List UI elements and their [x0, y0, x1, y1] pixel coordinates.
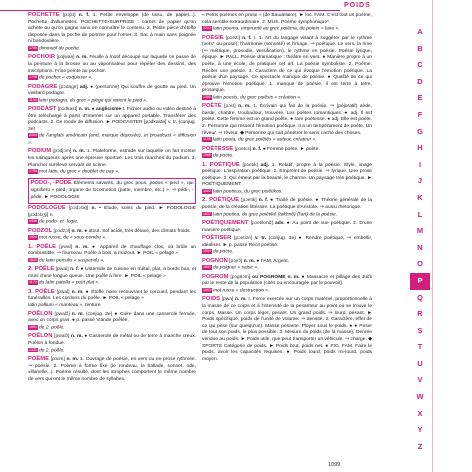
index-letter-j[interactable]: J — [417, 176, 423, 186]
etymology-text: mot russe « destruction ». — [213, 288, 270, 294]
etymology-text: latin podagra, du grec « piège qui retient le pied ». — [38, 98, 148, 104]
index-letter-h[interactable]: H — [417, 143, 423, 153]
dictionary-entry — [28, 84, 196, 105]
headword: POÉSIE — [202, 34, 224, 41]
pronunciation: [pwalɔ̃] — [54, 311, 70, 317]
grammar-label: n. m. ● — [71, 228, 88, 234]
index-letter-d[interactable]: D — [417, 76, 423, 86]
grammar-label: adj. — [260, 162, 270, 168]
index-letter-u[interactable]: U — [417, 358, 423, 368]
definition-text: ● Massacre et pillage des Juifs par le reste de la population (cités ou encouragée par le pouvoir). — [202, 274, 373, 287]
dictionary-entry — [28, 178, 196, 204]
grammar-label: adv. — [275, 220, 285, 226]
pronunciation: [pɔɛm] — [50, 356, 65, 362]
pronunciation: [pɔetɛs] — [234, 146, 252, 152]
headword: 1. POÉTIQUE — [202, 161, 240, 168]
headword: POCHETTE — [28, 12, 60, 18]
grammar-label: adj. ● — [79, 84, 94, 90]
grammar-label: n. m. — [73, 149, 86, 155]
etymology-text: de 2. poêle. — [39, 325, 65, 331]
index-letter-a[interactable]: A — [417, 27, 423, 36]
definition-text: 1. Petite enveloppe (de tissu, de papier...). Pochette d'allumettes. POCHETTE-SURPRISE : cornet de papier qu'on achète ou qu'on gagne sans en connaître le contenu. 2. Petite pièce d'étoffe disposée dans la poche de poitrine pour l'orner. 3. Sac à main sans poignée ni bandoulière. — [28, 13, 197, 45]
headword: PODO-, -PODE — [30, 180, 72, 187]
definition-text: ● FAM. Argent. — [256, 258, 289, 264]
etymology-date-badge: 1213 — [203, 26, 211, 31]
grammar-label: n. m. — [71, 334, 83, 340]
headword: PODOLOGUE — [28, 205, 66, 212]
dictionary-entry — [202, 220, 372, 234]
pronunciation: [pwal] — [59, 244, 73, 250]
definition-text: (personne) Qui souffre de goutte au pied. Un vieillard podagre. — [28, 84, 196, 97]
grammar-label: n. m. — [75, 244, 89, 250]
pronunciation: [pɔdkast] — [57, 107, 78, 113]
index-letter-x[interactable]: X — [417, 408, 423, 418]
etymology-text: mot russe, de « sous-cendre ». — [39, 235, 107, 241]
headword: POÈTE — [202, 103, 222, 110]
etymology-text: latin poesis, du grec poiêsis « création ». — [213, 95, 302, 101]
etymology-date-badge: 1903 — [203, 288, 211, 292]
pronunciation: [pɔetik] — [242, 162, 258, 168]
index-divider — [432, 0, 433, 472]
index-letter-s[interactable]: S — [417, 325, 423, 335]
definition-text: I. 1. Art du langage visant à suggérer par le rythme (vers* ou prose), l'harmonie (sonorité) et l'image. ⇒ poétique. Le vers, la rime (⇒ métrique, prosodie, versification), le rythme en poésie. Poésie lyrique, épique. ► PALL. Poésie dramatique : théâtre en vers. ● Manière propre à un poète, à une école, de pratiquer cet art. La poésie symboliste. 2. Poème. Réciter une poésie. 3. Caractère de ce qui évoque l'émotion poétique. La poésie d'un paysage. Ce spectacle manque de poésie. ● Qualité de ce qui éprouve l'émotion poétique. 1. manque de poésie, il est terre à terre, prosaïque. — [202, 35, 373, 94]
dictionary-entry — [28, 289, 196, 310]
index-letter-w[interactable]: W — [416, 392, 424, 402]
index-letter-p[interactable]: P — [410, 273, 430, 290]
etymology-date-badge: 1637 — [203, 211, 211, 216]
etymology-date-badge: 1566 — [203, 153, 211, 158]
pronunciation: [pɔetik] — [241, 198, 257, 204]
index-letter-o[interactable]: O — [417, 259, 423, 269]
grammar-label: n. m. — [76, 55, 88, 61]
pronunciation: [pɔdzɔl] — [53, 228, 71, 234]
etymology-date-badge: 1785 — [29, 45, 37, 50]
header-rule — [0, 10, 340, 11]
index-letter-c[interactable]: C — [417, 60, 423, 70]
pronunciation: [pwal] — [56, 289, 70, 295]
definition-text: 1. Relatif, propre à la poésie. Style, image poétique. L'inspiration poétique. 2. Empreint de poésie. ⇒ lyrique. Une prose poétique. 3. Qui émeut par la beauté, le charme. Un paysage très poétique. ► POÉTIQUEMENT — [202, 162, 372, 188]
dictionary-entry — [202, 103, 372, 144]
headword: PODCAST — [28, 106, 57, 113]
etymology-text: de pocher « esquisser ». — [39, 75, 93, 81]
grammar-label: n. f. — [258, 198, 269, 204]
etymology-date-badge: 1554 — [203, 249, 211, 254]
headword: 2. POÊLE — [28, 266, 55, 273]
definition-text: • Étude, soins du pied. ► PODOLOGIE [pɔdɔlɔʒi] n. — [28, 206, 197, 218]
dictionary-entry — [202, 35, 372, 103]
definition-text: « Petits poèmes en prose » (de Baudelaire). ► loc. FAM. C'est tout un poème, cela semble extraordinaire. 2. MUS. Poème symphonique*. — [202, 13, 372, 25]
index-letter-n[interactable]: N — [417, 242, 423, 252]
definition-text: ● Traité de poésie. ● Théorie générale de la poésie, de la création littéraire. La poétique d'Aristote. ⇒ aussi rhétorique. — [202, 198, 372, 210]
etymology-text: latin poetica, du grec poiêtikê (tekhnê) (l'art) de la poésie. — [213, 212, 338, 218]
dictionary-entry — [202, 197, 372, 218]
index-letter-k[interactable]: K — [417, 192, 423, 202]
grammar-label: n. m. — [238, 104, 251, 110]
dictionary-entry — [28, 54, 196, 82]
definition-text: ● Appareil de chauffage clos, où brûle un combustible. ⇒ fourneau. Poêle à bois, à mazout. ► POIL « pelage » — [28, 244, 197, 257]
headword: POÉTIQUEMENT — [202, 219, 249, 226]
definition-text: (conjug. 3e) ● Cuire dans une casserole fermée, avec un corps gras. ● p. passé Viande poêlée. — [28, 311, 196, 324]
dictionary-entry — [28, 205, 196, 226]
dictionary-entry — [28, 228, 196, 243]
etymology-date-badge: 1190 — [29, 97, 37, 102]
etymology-date-badge: 1691 — [29, 324, 37, 329]
headword: 1. POÊLE — [28, 243, 57, 250]
definition-text: ● Femme poète. ► poète. — [262, 146, 320, 152]
etymology-text: du latin patella « petit plat ». — [38, 281, 100, 287]
grammar-label: v. tr. — [254, 236, 266, 242]
definition-text: I. Force exercée sur un corps matériel, proportionnelle à la masse de ce corps et à l'intensité de la pesanteur au point où se trouve le corps. Masse. Un corps léger, pesant. Un grand poids. ⇒ lourd, pesant. ► Poids spécifique, poids de l'unité de volume. ⇒ densité. 2. Caractère, effet de ce qui pèse (sur quelqu'un). Masse pesante. Ployer sous le poids. ● ● Peser de tout son poids, le plus possible. 3. Mesure du poids (de la masse). Denrée vendue au poids. ► Poids utile, que peut transporter un véhicule. ⇒ charge. ◆ SPORTS Catégorie de poids. ► Poids brut, poids net. ● FIG. FAM. Faire le poids, avoir les capacités requises. ● Poids lourd, poids mi-lourd, poids moyen. — [202, 297, 373, 362]
headword: PODAGRE — [28, 83, 58, 90]
dictionary-entry — [28, 244, 196, 265]
index-letter-f[interactable]: F — [417, 109, 423, 119]
index-letter-q[interactable]: Q — [417, 292, 423, 302]
index-letter-y[interactable]: Y — [417, 425, 423, 435]
dictionary-entry — [28, 311, 196, 332]
index-letter-z[interactable]: Z — [417, 441, 423, 451]
etymology-date-badge: 1798 — [29, 75, 37, 80]
headword: POGROM — [202, 273, 229, 280]
etymology-text: latin poema, emprunté au grec poiêma, de poiein « faire ». — [213, 26, 340, 32]
running-head: POIDS — [344, 2, 371, 9]
etymology-date-badge: 1640 — [29, 257, 37, 262]
page-number: 1099 — [328, 462, 341, 468]
etymology-text: de podo- et -logie. — [39, 219, 79, 225]
etymology-text: de poigner « saisir ». — [213, 266, 259, 272]
grammar-label: n. — [91, 206, 96, 212]
index-letter-l[interactable]: L — [417, 209, 423, 219]
pronunciation: [pɔdagʀ] — [59, 84, 78, 90]
index-letter-m[interactable]: M — [416, 226, 424, 236]
etymology-text: de poète. — [213, 250, 234, 256]
definition-text: ● Étoffe noire recouvrant le cercueil, pendant les funérailles. Les cordons du poêle. ► POIL « pelage » — [28, 289, 196, 302]
pronunciation: [pwa] — [221, 297, 234, 303]
index-letter-t[interactable]: T — [417, 342, 423, 352]
definition-text: Feuille à motif découpé sur laquelle on passe de la peinture à la brosse ou au vaporisateur pour répéter des dessins, des inscriptions. Frise peinte au pochoir. — [28, 55, 196, 74]
headword: POÉTISER — [202, 235, 232, 242]
etymology-date-badge: 1350 — [203, 94, 211, 99]
grammar-label: n. m. — [66, 356, 79, 362]
index-letter-b[interactable]: B — [417, 43, 423, 53]
dictionary-entry — [28, 266, 196, 287]
definition-text: Éléments savants, du grec pous, podos « pied », qui signifient « pied, organe de locomotion (patte, membre, etc.) ». ⇒ pédi-, -pède. ► PODOLOGIE — [30, 181, 194, 200]
headword: POGNON — [202, 257, 228, 264]
index-letter-g[interactable]: G — [417, 126, 423, 136]
etymology-date-badge: 1881 — [203, 265, 211, 270]
definition-text: ● Ustensile de cuisine en métal, plat, à bords bas, et muni d'une longue queue. Une poêle à frire. ► POIL « pelage » — [28, 267, 196, 279]
pronunciation: [pwal] — [55, 267, 69, 273]
dictionary-entry — [28, 148, 196, 176]
headword: 3. POÊLE — [28, 288, 55, 295]
index-letter-v[interactable]: V — [417, 375, 423, 385]
definition-text: ● Casserole de métal ou de terre à manche creux. Poêlon à fondue. — [28, 334, 197, 346]
running-header — [0, 0, 472, 12]
pronunciation: [pɔʃɛt] — [62, 13, 76, 18]
headword: PODZOL — [28, 227, 53, 234]
grammar-label: n. m. ● anglicisme — [78, 107, 122, 113]
etymology-date-badge: 1756 — [29, 169, 37, 174]
etymology-text: de poète. — [213, 153, 234, 159]
definition-text: 1. Écrivain qui fait de la poésie. ⇒ (péjoratif) aède, barde, chantre, troubadour, trouvère. Les poètes romantiques. ● adj. Il est poète. Cette femme est un grand poète, ● rare poétesse. ● adj. Elle est poète. 2. Personne qui ressent l'émotion poétique. Il a un tempérament de poète. Un rêveur. ⇒ rêveur. ◆ Personne qui sait pénétrer le sens caché des choses. — [202, 104, 373, 136]
pronunciation: [pɔetize] — [234, 236, 253, 242]
dictionary-entry — [202, 235, 372, 256]
etymology-date-badge: 1924 — [29, 235, 37, 240]
etymology-date-badge: 1155 — [203, 137, 211, 142]
etymology-text: latin poeta, du grec poiêtês « auteur, créateur ». — [212, 137, 317, 143]
etymology-text: mot latin, du grec « doublet de pay ». — [39, 169, 120, 175]
dictionary-entry — [202, 274, 372, 295]
dictionary-entry — [202, 258, 372, 273]
right-column — [202, 12, 372, 365]
grammar-label: n. m. — [71, 311, 84, 317]
etymology-date-badge: 1936 — [29, 219, 37, 224]
grammar-label: ou POGROME n. m. — [252, 274, 300, 280]
grammar-label: n. f. — [78, 13, 90, 18]
dictionary-entry — [28, 356, 196, 383]
pronunciation: [pɔʃwaʀ] — [56, 55, 75, 61]
headword: POÉTESSE — [202, 145, 234, 152]
index-letter-e[interactable]: E — [417, 93, 423, 103]
pronunciation: [pɔɲɔ̃] — [229, 258, 243, 264]
left-column — [28, 12, 196, 384]
headword: POÈME — [28, 355, 49, 362]
definition-text: 1. Plateforme, estrade sur laquelle on fait monter les vainqueurs après une épreuve sportive. Les trois marches du podium. 2. Plancher surélevé servant de scène. — [28, 149, 196, 168]
pronunciation: [pɔetikmɑ̃] — [250, 220, 273, 226]
etymology-date-badge: 1332 — [29, 347, 37, 352]
etymology-text: latin pallium « manteau », tenture. — [28, 303, 102, 308]
pronunciation: [pɔgʀɔm] — [230, 274, 251, 280]
pronunciation: [pɔɛt] — [224, 104, 236, 110]
grammar-label: n. m. — [235, 297, 247, 303]
headword: POIDS — [202, 296, 221, 303]
etymology-text: diminutif de poche. — [39, 46, 81, 52]
definition-text: 1. Ouvrage de poésie, en vers ou en prose rythmée. ⇒ poésie. 2. Poème à forme fixe (le rondeau, la ballade, sonnet, ode, villanelle...). Poème résulté, dont les strophes comportent le même nombre de vers qui ont le même nombre de syllabes. — [28, 356, 196, 382]
definition-text: ● Au point de vue poétique. 2. D'une manière poétique. — [202, 220, 373, 233]
etymology-text: latin poeticus, du grec poiêtikos. — [213, 189, 283, 195]
etymology-date-badge: 2004 — [29, 133, 37, 138]
grammar-label: n. f. — [242, 35, 252, 41]
etymology-text: du latin pensilis « suspendu ». — [39, 258, 105, 264]
headword: POCHOIR — [28, 54, 56, 61]
dictionary-entry — [28, 12, 196, 53]
pronunciation: [pɔezi] — [225, 35, 240, 41]
dictionary-entry — [28, 106, 196, 147]
etymology-date-badge: 1170 — [29, 280, 37, 285]
headword: POÊLON — [28, 333, 53, 340]
etymology-text: de l'anglais américain (and, marque déposée), et broadcast « diffusion ». — [28, 134, 196, 146]
definition-text: t. Fichier audio ou vidéo destiné à être téléchargé à partir d'Internet sur un appareil portable. Transférer des podcasts. 2. Ce mode de diffusion. ► PODCASTER [pɔdkaste] v. tr. (conjug. 3e) — [28, 107, 197, 132]
definition-text: (conjug. 3e) ● Rendre poétique, ⇒ embellir, idéaliser. ► p. passé Récit poétisé. — [202, 236, 373, 248]
dictionary-entry — [28, 333, 196, 354]
dictionary-entry — [202, 146, 372, 161]
definition-text: atout. Sol acide, très délavé, des climats froids. — [88, 228, 191, 234]
pronunciation: [pɔdɔlɔg] — [68, 206, 89, 212]
headword: 2. POÉTIQUE — [202, 197, 240, 204]
dictionary-entry — [202, 12, 372, 33]
grammar-label: n. f. — [70, 267, 79, 273]
dictionary-entry — [202, 162, 372, 197]
dictionary-entry — [202, 296, 372, 363]
grammar-label: n. m. — [71, 289, 84, 295]
grammar-label: n. m. — [243, 258, 255, 264]
grammar-label: n. f. — [252, 146, 262, 152]
headword: POÊLON — [28, 310, 53, 317]
etymology-date-badge: 1402 — [203, 188, 211, 193]
index-letter-i[interactable]: I — [418, 159, 422, 169]
pronunciation: [pɔdjɔm] — [53, 149, 72, 155]
index-letter-r[interactable]: R — [417, 309, 423, 319]
etymology-text: de 2. poêle. — [39, 348, 65, 354]
headword: PODIUM — [28, 148, 52, 155]
alphabet-index — [410, 24, 430, 455]
pronunciation: [pwalɔ̃] — [54, 334, 70, 340]
